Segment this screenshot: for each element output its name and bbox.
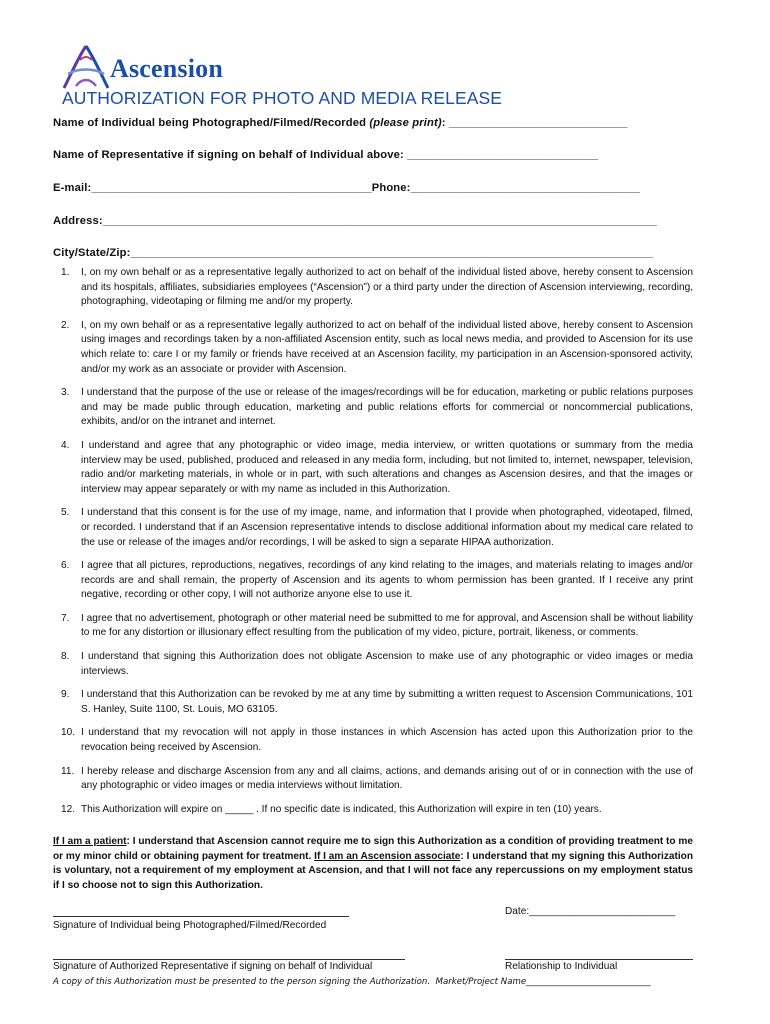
ascension-logo	[58, 42, 223, 92]
term-item: 5. I understand that this consent is for the use of my image, name, and information that I provide when photographed, videotaped, filmed, or recorded. I understand that if an Ascension representative intends to disclose additional information about my medical care related to the use or release of the images and/or recordings, I will be asked to sign a separate HIPAA authorization.	[61, 507, 693, 548]
term-item: 1. I, on my own behalf or as a representative legally authorized to act on behalf of the individual listed above, hereby consent to Ascension and its hospitals, affiliates, subsidiaries employees (“Ascension”) or a third party under the direction of Ascension interviewing, recording, photographing, videotaping or filming me and/or my property.	[61, 267, 693, 308]
term-item: 6. I agree that all pictures, reproductions, negatives, recordings of any kind relating to the images, and materials relating to images and/or records are and shall remain, the property of Ascension and its agents to whom permission has been granted. If I receive any print negative, recording or other copy, I will not authorize anyone else to use it.	[61, 560, 693, 601]
term-item: 2. I, on my own behalf or as a representative legally authorized to act on behalf of the individual listed above, hereby consent to Ascension using images and recordings taken by a non-affiliated Ascension entity, such as local news media, and provided to Ascension for its use which relate to: care I or my family or friends have received at an Ascension facility, my participation in an Ascension-sponsored activity, and/or my work as an associate or provider with Ascension.	[61, 319, 693, 375]
term-item: 12. This Authorization will expire on _____ . If no specific date is indicated, this Authorization will expire in ten (10) years.	[61, 803, 602, 815]
term-item: 7. I agree that no advertisement, photograph or other material need be submitted to me for approval, and Ascension shall be without liability to me for any distortion or illusionary effect resulting from the publication of my video, picture, portrait, likeness, or comments.	[61, 612, 693, 639]
representative-signature-label: Signature of Authorized Representative if signing on behalf of Individual	[53, 961, 373, 972]
term-item: 10. I understand that my revocation will not apply in those instances in which Ascension has acted upon this Authorization prior to the revocation being received by Ascension.	[61, 727, 693, 754]
individual-signature-label: Signature of Individual being Photographed/Filmed/Recorded	[53, 920, 327, 931]
address-field[interactable]: Address:_______________________________________________________________________________________	[53, 215, 658, 227]
market-project-field[interactable]: _____________________________	[526, 977, 651, 987]
footer-note	[53, 977, 651, 987]
term-item: 3. I understand that the purpose of the use or release of the images/recordings will be for education, marketing or public relations purposes and may be made public through education, marketing and public relations efforts for commercial or noncommercial publications, exhibits, and/or on the intranet and internet.	[61, 387, 693, 428]
term-item: 11. I hereby release and discharge Ascension from any and all claims, actions, and demands arising out of or in connection with the use of any photographic or video images or media interviews without limitation.	[61, 765, 693, 792]
associate-text: : I understand that my signing this Authorization is voluntary, not a requirement of my employment at Ascension, and that I will not face any repercussions on my employment status if I so choose not to sign this Authorization.	[53, 850, 693, 891]
representative-signature-line[interactable]	[53, 959, 405, 960]
relationship-line[interactable]	[505, 959, 693, 960]
term-item: 8. I understand that signing this Authorization does not obligate Ascension to make use of any photographic or video images or media interviews.	[61, 651, 693, 677]
document-title: AUTHORIZATION FOR PHOTO AND MEDIA RELEASE	[62, 88, 503, 108]
individual-name-hint: (please print)	[369, 117, 442, 129]
patient-text: : I understand that Ascension cannot require me to sign this Authorization as a condition of providing treatment to me or my minor child or obtaining payment for treatment.	[53, 836, 693, 862]
email-field[interactable]: E-mail:____________________________________________	[53, 182, 372, 194]
patient-lead: If I am a patient	[53, 836, 127, 847]
individual-name-label: Name of Individual being Photographed/Filmed/Recorded	[53, 117, 370, 129]
term-item: 4. I understand and agree that any photographic or video image, media interview, or written quotations or summary from the media interview may be used, published, produced and released in any media form, including, but not limited to, internet, newspaper, television, radio and/or marketing materials, in whole or in part, with such alterations and changes as Ascension desires, and that the images or interview may appear separately or with my name as included in this Authorization.	[61, 439, 693, 495]
representative-name-field[interactable]: Name of Representative if signing on behalf of Individual above: ______________________________	[53, 149, 599, 161]
contact-row	[53, 182, 640, 194]
footer-text: A copy of this Authorization must be presented to the person signing the Authorization. Market/Project Name	[53, 977, 527, 987]
associate-lead: If I am an Ascension associate	[314, 850, 461, 862]
city-state-zip-field[interactable]: City/State/Zip:__________________________________________________________________________________	[53, 247, 653, 259]
date-field[interactable]: Date:__________________________	[505, 906, 676, 917]
acknowledgement-paragraph	[53, 835, 693, 893]
term-item: 9. I understand that this Authorization can be revoked by me at any time by submitting a written request to Ascension Communications, 101 S. Hanley, Suite 1100, St. Louis, MO 63105.	[61, 689, 693, 715]
individual-name-blank: : ____________________________	[441, 117, 628, 129]
individual-signature-line[interactable]	[53, 916, 349, 917]
relationship-label: Relationship to Individual	[505, 961, 618, 972]
individual-name-field[interactable]	[53, 117, 627, 129]
brand-name: Ascension	[110, 54, 224, 83]
ascension-cross-icon	[58, 42, 114, 92]
phone-field[interactable]: Phone:____________________________________	[371, 182, 640, 194]
terms-list	[53, 266, 693, 823]
